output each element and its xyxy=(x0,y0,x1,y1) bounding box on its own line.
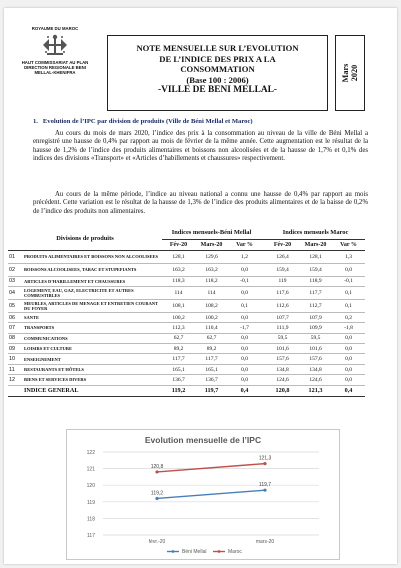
y-tick-label: 117 xyxy=(87,533,95,539)
title-line-3: CONSOMMATION xyxy=(180,64,255,75)
ma-mar-value: 128,1 xyxy=(299,250,332,263)
col-header-feb-ma: Fév-20 xyxy=(266,239,299,250)
year-label: 2020 xyxy=(350,64,359,82)
ma-feb-value: 59,5 xyxy=(266,333,299,343)
x-tick-label: mars-20 xyxy=(255,539,275,545)
ma-feb-value: 101,6 xyxy=(266,344,299,354)
bm-mar-value: 136,7 xyxy=(195,375,228,385)
ma-feb-value: 134,8 xyxy=(266,364,299,374)
ma-mar-value: 159,4 xyxy=(299,263,332,276)
bm-feb-value: 128,1 xyxy=(162,250,195,263)
ma-mar-value: 59,5 xyxy=(299,333,332,343)
data-point xyxy=(263,489,266,492)
y-tick-label: 120 xyxy=(86,483,95,490)
table-row xyxy=(8,344,365,354)
table-row xyxy=(8,286,365,299)
division-label: COMMUNICATIONS xyxy=(23,333,162,343)
bm-var-value: 0,0 xyxy=(228,286,261,299)
col-header-mar-bm: Mars-20 xyxy=(195,239,228,250)
month-label: Mars xyxy=(341,63,350,83)
data-point xyxy=(263,462,266,465)
legend-marker xyxy=(172,550,175,553)
title-line-4: (Base 100 : 2006) xyxy=(186,74,249,85)
total-bm-mar: 119,7 xyxy=(195,385,228,396)
division-label: BIENS ET SERVICES DIVERS xyxy=(23,375,162,385)
bm-feb-value: 136,7 xyxy=(162,375,195,385)
title-line-5: -VILLE DE BENI MELLAL- xyxy=(157,85,278,96)
data-point xyxy=(155,470,158,473)
ma-var-value: 0,2 xyxy=(332,312,365,322)
y-tick-label: 122 xyxy=(86,450,95,456)
col-header-var-ma: Var % xyxy=(332,239,365,250)
ma-mar-value: 157,6 xyxy=(299,354,332,364)
bm-mar-value: 89,2 xyxy=(195,344,228,354)
bm-mar-value: 129,6 xyxy=(195,250,228,263)
data-label: 119,2 xyxy=(150,490,164,497)
bm-var-value: -1,7 xyxy=(228,323,261,333)
ma-var-value: 0,0 xyxy=(332,354,365,364)
division-code: 11 xyxy=(8,364,23,374)
chart-svg xyxy=(67,430,339,559)
ma-var-value: -1,8 xyxy=(332,323,365,333)
ma-var-value: 0,1 xyxy=(332,286,365,299)
division-code: 05 xyxy=(8,299,23,312)
table-row xyxy=(8,250,365,263)
section-number: 1. xyxy=(33,118,38,125)
bm-feb-value: 118,3 xyxy=(162,276,195,286)
ma-mar-value: 117,7 xyxy=(299,286,332,299)
bm-var-value: 0,0 xyxy=(228,364,261,374)
division-code: 06 xyxy=(8,312,23,322)
table-row xyxy=(8,354,365,364)
y-tick-label: 119 xyxy=(87,499,95,506)
ma-feb-value: 112,6 xyxy=(266,299,299,312)
division-code: 03 xyxy=(8,276,23,286)
division-header: Divisions de produits xyxy=(8,227,162,250)
bm-var-value: 0,0 xyxy=(228,375,261,385)
table-row xyxy=(8,299,365,312)
note-title-box xyxy=(107,35,328,111)
bm-feb-value: 163,2 xyxy=(162,263,195,276)
document-page xyxy=(4,8,397,564)
ma-mar-value: 112,7 xyxy=(299,299,332,312)
bm-feb-value: 114 xyxy=(162,286,195,299)
ma-feb-value: 117,6 xyxy=(266,286,299,299)
ma-feb-value: 107,7 xyxy=(266,312,299,322)
total-bm-feb: 119,2 xyxy=(162,385,195,396)
table-row xyxy=(8,263,365,276)
ma-feb-value: 159,4 xyxy=(266,263,299,276)
title-line-2: DE L’INDICE DES PRIX A LA xyxy=(159,53,276,64)
bm-mar-value: 100,2 xyxy=(195,312,228,322)
col-header-feb-bm: Fév-20 xyxy=(162,239,195,250)
division-label: SANTE xyxy=(23,312,162,322)
org-line-3: DIRECTION REGIONALE BENI xyxy=(24,65,86,70)
legend-label: Maroc xyxy=(228,549,242,555)
bm-mar-value: 114 xyxy=(195,286,228,299)
division-code: 09 xyxy=(8,344,23,354)
division-code: 04 xyxy=(8,286,23,299)
bm-var-value: 0,0 xyxy=(228,312,261,322)
group-header-maroc: Indices mensuels Maroc xyxy=(266,227,365,239)
total-label: INDICE GENERAL xyxy=(23,385,162,396)
ma-var-value: 0,0 xyxy=(332,333,365,343)
data-point xyxy=(155,497,158,500)
x-tick-label: févr.-20 xyxy=(148,539,166,545)
ipc-table xyxy=(8,227,365,397)
ma-mar-value: 107,9 xyxy=(299,312,332,322)
ma-mar-value: 109,9 xyxy=(299,323,332,333)
division-code: 02 xyxy=(8,263,23,276)
bm-feb-value: 165,1 xyxy=(162,364,195,374)
bm-var-value: 1,2 xyxy=(228,250,261,263)
bm-feb-value: 100,2 xyxy=(162,312,195,322)
series-line xyxy=(157,490,265,498)
legend-label: Béni Mellal xyxy=(182,549,207,555)
bm-var-value: 0,1 xyxy=(228,299,261,312)
ma-mar-value: 124,6 xyxy=(299,375,332,385)
bm-feb-value: 108,1 xyxy=(162,299,195,312)
bm-mar-value: 118,2 xyxy=(195,276,228,286)
table-row xyxy=(8,323,365,333)
table-row xyxy=(8,364,365,374)
data-label: 121,3 xyxy=(258,455,272,462)
data-label: 119,7 xyxy=(258,482,272,489)
bm-mar-value: 62,7 xyxy=(195,333,228,343)
month-year-label xyxy=(341,64,359,83)
ma-var-value: 0,0 xyxy=(332,344,365,354)
bm-feb-value: 62,7 xyxy=(162,333,195,343)
chart-title: Evolution mensuelle de l’IPC xyxy=(144,435,262,445)
hcp-logo-block xyxy=(10,26,100,75)
section-heading xyxy=(33,118,253,125)
hcp-emblem-icon xyxy=(41,33,69,57)
total-bm-var: 0,4 xyxy=(228,385,261,396)
data-label: 120,8 xyxy=(150,463,164,470)
org-line-4: MELLAL-KHENIFRA xyxy=(34,70,76,75)
ma-feb-value: 119 xyxy=(266,276,299,286)
col-header-var-bm: Var % xyxy=(228,239,261,250)
paragraph-2: Au cours de la même période, l’indice au niveau national a connu une hausse de 0,4% par rapport au mois précédent. Cette variation est le résultat de la hausse de 1,3% de l’indice des produits alimentaires et de la baisse de 0,2% de l’indice des produits non alimentaires. xyxy=(33,191,368,215)
ma-var-value: 0,0 xyxy=(332,375,365,385)
division-code: 10 xyxy=(8,354,23,364)
division-label: LOGEMENT, EAU, GAZ, ELECTRICITE ET AUTRES COMBUSTIBLES xyxy=(23,286,162,299)
division-code: 08 xyxy=(8,333,23,343)
bm-var-value: 0,0 xyxy=(228,344,261,354)
org-line-2: HAUT COMMISSARIAT AU PLAN xyxy=(21,60,89,65)
ma-feb-value: 124,6 xyxy=(266,375,299,385)
bm-var-value: 0,0 xyxy=(228,354,261,364)
month-box xyxy=(335,35,365,111)
total-ma-mar: 121,3 xyxy=(299,385,332,396)
bm-var-value: 0,0 xyxy=(228,333,261,343)
table-row xyxy=(8,333,365,343)
ma-var-value: 0,1 xyxy=(332,299,365,312)
ma-var-value: 0,0 xyxy=(332,263,365,276)
org-line-1: ROYAUME DU MAROC xyxy=(31,26,79,31)
legend-marker xyxy=(218,550,221,553)
bm-mar-value: 165,1 xyxy=(195,364,228,374)
col-header-mar-ma: Mars-20 xyxy=(299,239,332,250)
division-label: ARTICLES D’HABILLEMENT ET CHAUSSURES xyxy=(23,276,162,286)
bm-mar-value: 108,2 xyxy=(195,299,228,312)
bm-var-value: -0,1 xyxy=(228,276,261,286)
table-row xyxy=(8,312,365,322)
bm-feb-value: 117,7 xyxy=(162,354,195,364)
bm-feb-value: 112,3 xyxy=(162,323,195,333)
ma-feb-value: 111,9 xyxy=(266,323,299,333)
division-label: LOISIRS ET CULTURE xyxy=(23,344,162,354)
ma-mar-value: 134,8 xyxy=(299,364,332,374)
table-body xyxy=(8,250,365,396)
division-label: PRODUITS ALIMENTAIRES ET BOISSONS NON ALCOOLISEES xyxy=(23,250,162,263)
title-line-1: NOTE MENSUELLE SUR L’EVOLUTION xyxy=(136,43,299,53)
division-code: 07 xyxy=(8,323,23,333)
ma-var-value: 1,3 xyxy=(332,250,365,263)
ipc-evolution-chart xyxy=(66,429,340,560)
division-label: BOISSONS ALCOOLISEES, TABAC ET STUPEFIANTS xyxy=(23,263,162,276)
bm-var-value: 0,0 xyxy=(228,263,261,276)
total-ma-feb: 120,8 xyxy=(266,385,299,396)
table-row xyxy=(8,375,365,385)
y-tick-label: 118 xyxy=(87,516,95,523)
ma-var-value: -0,1 xyxy=(332,276,365,286)
division-code: 12 xyxy=(8,375,23,385)
bm-feb-value: 89,2 xyxy=(162,344,195,354)
table-row xyxy=(8,276,365,286)
group-header-beni-mellal: Indices mensuels-Béni Mellal xyxy=(162,227,261,239)
ma-feb-value: 126,4 xyxy=(266,250,299,263)
paragraph-1: Au cours du mois de mars 2020, l’indice des prix à la consommation au niveau de la ville de Béni Mellal a enregistré une hausse de 0,4% par rapport au mois de février de la même année. Cette augmentation est le résultat de la hausse de 1,2% de l’indice des produits alimentaires et boissons non alcoolisées et de la hausse de 1,7% et 0,1% des indices des divisions «Transport» et «Articles d’habillements et chaussures» respectivement. xyxy=(33,130,368,163)
division-label: MEUBLES, ARTICLES DE MENAGE ET ENTRETIEN COURANT DU FOYER xyxy=(23,299,162,312)
ma-mar-value: 118,9 xyxy=(299,276,332,286)
y-tick-label: 121 xyxy=(86,466,95,473)
division-label: RESTAURANTS ET HÔTELS xyxy=(23,364,162,374)
table-total-row xyxy=(8,385,365,396)
ma-var-value: 0,0 xyxy=(332,364,365,374)
total-ma-var: 0,4 xyxy=(332,385,365,396)
bm-mar-value: 117,7 xyxy=(195,354,228,364)
ma-feb-value: 157,6 xyxy=(266,354,299,364)
bm-mar-value: 163,2 xyxy=(195,263,228,276)
division-code: 01 xyxy=(8,250,23,263)
series-line xyxy=(157,464,265,472)
ma-mar-value: 101,6 xyxy=(299,344,332,354)
division-label: TRANSPORTS xyxy=(23,323,162,333)
bm-mar-value: 110,4 xyxy=(195,323,228,333)
section-title: Evolution de l’IPC par division de produits (Ville de Béni Mellal et Maroc) xyxy=(42,118,253,125)
division-label: ENSEIGNEMENT xyxy=(23,354,162,364)
